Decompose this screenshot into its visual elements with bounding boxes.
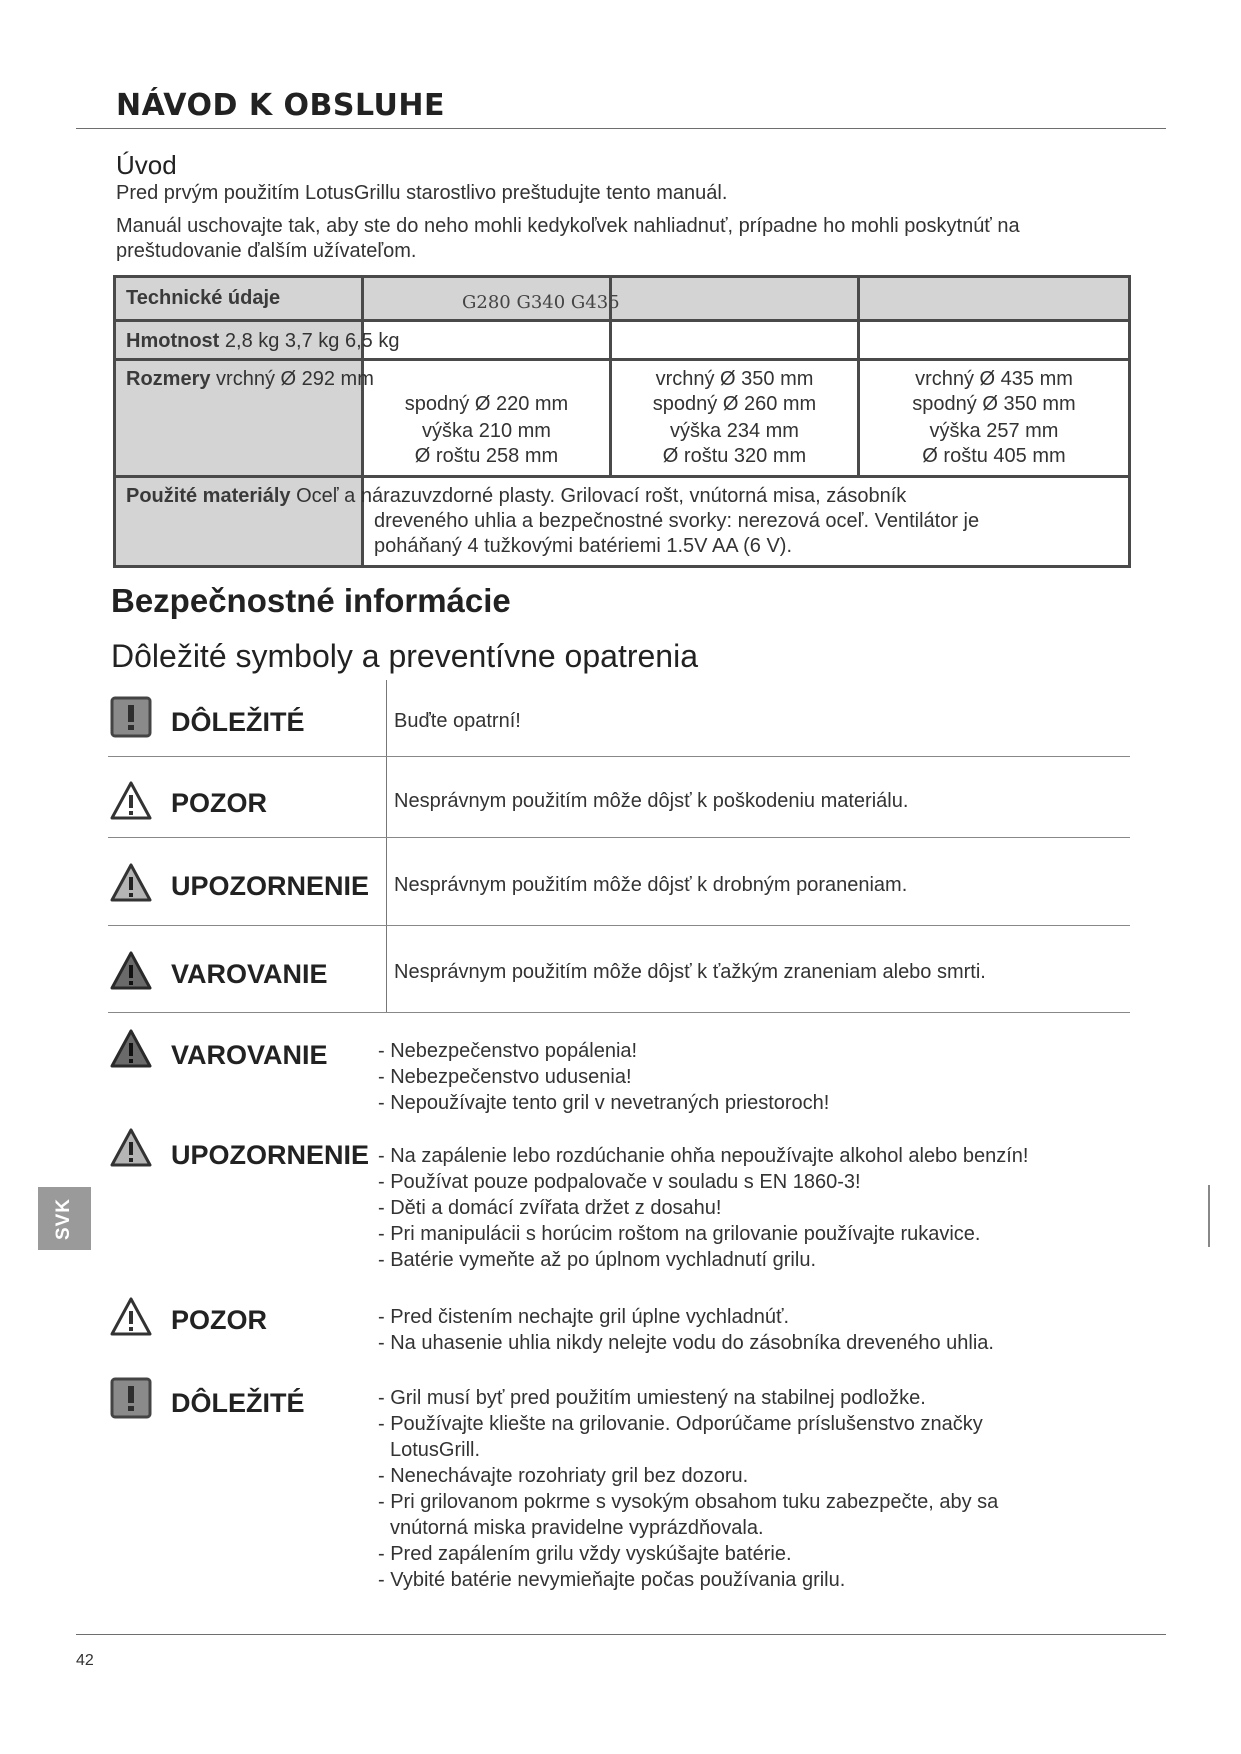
symbol-label-notice: UPOZORNENIE — [171, 871, 370, 901]
tech-weight-label: Hmotnost — [126, 330, 220, 352]
list-item: - Používat pouze podpalovače v souladu s EN 1860-3! — [378, 1171, 861, 1193]
tech-materials-line-2: dreveného uhlia a bezpečnostné svorky: nerezová oceľ. Ventilátor je — [374, 510, 980, 532]
g280-height: výška 210 mm — [422, 420, 551, 442]
tech-g340-dims-cell — [611, 360, 859, 477]
symbol-label-important: DÔLEŽITÉ — [171, 707, 305, 737]
tech-materials-row — [126, 484, 906, 509]
tech-weight-empty — [859, 321, 1130, 360]
list-item: - Pri manipulácii s horúcim roštom na grilovanie používajte rukavice. — [378, 1223, 981, 1245]
caution-block-list — [378, 1304, 994, 1356]
intro-paragraph-1: Pred prvým použitím LotusGrillu starostlivo preštudujte tento manuál. — [116, 182, 728, 204]
list-item: - Pri grilovanom pokrme s vysokým obsahom tuku zabezpečte, aby sa — [378, 1491, 999, 1513]
tech-dimensions-cell — [115, 360, 374, 477]
symbol-text-notice: Nesprávnym použitím môže dôjsť k drobným poraneniam. — [394, 874, 908, 896]
list-item: - Nebezpečenstvo udusenia! — [378, 1066, 632, 1088]
margin-mark — [1208, 1185, 1210, 1247]
g340-height: výška 234 mm — [670, 420, 799, 442]
tech-header-label: Technické údaje — [126, 287, 281, 309]
intro-heading: Úvod — [116, 150, 177, 180]
list-item: - Nenechávajte rozohriaty gril bez dozoru. — [378, 1465, 749, 1487]
g280-top-diameter: vrchný Ø 292 mm — [216, 368, 374, 390]
symbol-text-important: Buďte opatrní! — [394, 710, 521, 732]
warning-triangle-outline-icon — [110, 1296, 152, 1338]
tech-header-models-cell — [363, 277, 620, 321]
tech-materials-line-3: poháňaný 4 tužkovými batériemi 1.5V AA (6 V). — [374, 535, 792, 557]
tech-g435-dims-cell — [859, 360, 1130, 477]
tech-g280-dims-cell — [363, 360, 611, 477]
language-tab-label: SVK — [53, 1197, 75, 1240]
warning-triangle-gray-icon — [110, 1127, 152, 1169]
exclamation-box-icon — [110, 696, 152, 738]
safety-heading: Bezpečnostné informácie — [111, 582, 511, 619]
g340-dims — [612, 361, 857, 469]
tech-weight-values: 2,8 kg 3,7 kg 6,5 kg — [224, 330, 400, 352]
symbol-text-caution: Nesprávnym použitím môže dôjsť k poškodeniu materiálu. — [394, 790, 909, 812]
list-item: - Gril musí byť pred použitím umiestený na stabilnej podložke. — [378, 1387, 926, 1409]
list-item: - Nebezpečenstvo popálenia! — [378, 1040, 638, 1062]
g435-grate-diameter: Ø roštu 405 mm — [922, 445, 1066, 467]
g340-top-diameter: vrchný Ø 350 mm — [655, 368, 814, 390]
list-item: vnútorná miska pravidelne vyprázdňovala. — [390, 1517, 764, 1539]
intro-paragraph-2b: preštudovanie ďalším užívateľom. — [116, 240, 417, 262]
tech-dimensions-row — [126, 367, 374, 392]
g435-height: výška 257 mm — [929, 420, 1059, 442]
g280-dims — [364, 361, 609, 469]
warning-block-label: VAROVANIE — [171, 1040, 328, 1070]
language-tab — [38, 1187, 91, 1250]
exclamation-box-icon — [110, 1377, 152, 1419]
list-item: LotusGrill. — [390, 1439, 481, 1461]
intro-paragraph-2a: Manuál uschovajte tak, aby ste do neho mohli kedykoľvek nahliadnuť, prípadne ho mohli poskytnúť na — [116, 215, 1020, 237]
list-item: - Pred zapálením grilu vždy vyskúšajte batérie. — [378, 1543, 792, 1565]
symbols-row-divider — [108, 925, 1130, 926]
warning-triangle-outline-icon — [110, 780, 152, 822]
g340-bottom-diameter: spodný Ø 260 mm — [652, 393, 817, 415]
symbol-label-warning: VAROVANIE — [171, 959, 328, 989]
symbol-label-caution: POZOR — [171, 788, 268, 818]
symbols-row-divider — [108, 756, 1130, 757]
page-title: NÁVOD K OBSLUHE — [116, 88, 446, 123]
symbols-row-divider — [108, 1012, 1130, 1013]
tech-materials-label: Použité materiály — [126, 485, 291, 507]
symbols-column-divider — [386, 680, 387, 1012]
list-item: - Děti a domácí zvířata držet z dosahu! — [378, 1197, 722, 1219]
tech-weight-row — [126, 329, 399, 354]
tech-header-empty-cell — [859, 277, 1130, 321]
g340-grate-diameter: Ø roštu 320 mm — [662, 445, 807, 467]
tech-weight-empty — [611, 321, 859, 360]
g435-dims — [860, 361, 1128, 469]
caution-block-label: POZOR — [171, 1305, 268, 1335]
tech-materials-line-1: Oceľ a nárazuvzdorné plasty. Grilovací rošt, vnútorná misa, zásobník — [296, 485, 907, 507]
technical-data-table — [113, 275, 1131, 568]
tech-models: G280 G340 G435 — [462, 292, 620, 313]
list-item: - Vybité batérie nevymieňajte počas používania grilu. — [378, 1569, 846, 1591]
list-item: - Batérie vymeňte až po úplnom vychladnutí grilu. — [378, 1249, 816, 1271]
g280-bottom-diameter: spodný Ø 220 mm — [404, 393, 569, 415]
list-item: - Používajte kliešte na grilovanie. Odporúčame príslušenstvo značky — [378, 1413, 983, 1435]
g280-grate-diameter: Ø roštu 258 mm — [414, 445, 559, 467]
g435-top-diameter: vrchný Ø 435 mm — [915, 368, 1073, 390]
notice-block-label: UPOZORNENIE — [171, 1140, 370, 1170]
symbols-row-divider — [108, 837, 1130, 838]
tech-weight-cell — [115, 321, 400, 360]
tech-header-empty-cell — [611, 277, 859, 321]
tech-weight-empty — [363, 321, 611, 360]
footer-divider — [76, 1634, 1166, 1635]
tech-dimensions-label: Rozmery — [126, 368, 211, 390]
warning-triangle-dark-icon — [110, 950, 152, 992]
list-item: - Pred čistením nechajte gril úplne vychladnúť. — [378, 1306, 790, 1328]
list-item: - Nepoužívajte tento gril v nevetraných priestoroch! — [378, 1092, 830, 1114]
list-item: - Na zapálenie lebo rozdúchanie ohňa nepoužívajte alkohol alebo benzín! — [378, 1145, 1029, 1167]
g435-bottom-diameter: spodný Ø 350 mm — [912, 393, 1076, 415]
warning-block-list — [378, 1038, 829, 1116]
symbols-heading: Dôležité symboly a preventívne opatrenia — [111, 638, 698, 674]
warning-triangle-dark-icon — [110, 1028, 152, 1070]
header-divider — [76, 128, 1166, 129]
important-block-list — [378, 1385, 998, 1593]
list-item: - Na uhasenie uhlia nikdy nelejte vodu do zásobníka dreveného uhlia. — [378, 1332, 994, 1354]
notice-block-list — [378, 1143, 1028, 1273]
warning-triangle-gray-icon — [110, 862, 152, 904]
page-number: 42 — [76, 1652, 94, 1669]
symbol-text-warning: Nesprávnym použitím môže dôjsť k ťažkým zraneniam alebo smrti. — [394, 961, 986, 983]
tech-header-label-cell — [115, 277, 363, 321]
important-block-label: DÔLEŽITÉ — [171, 1388, 305, 1418]
